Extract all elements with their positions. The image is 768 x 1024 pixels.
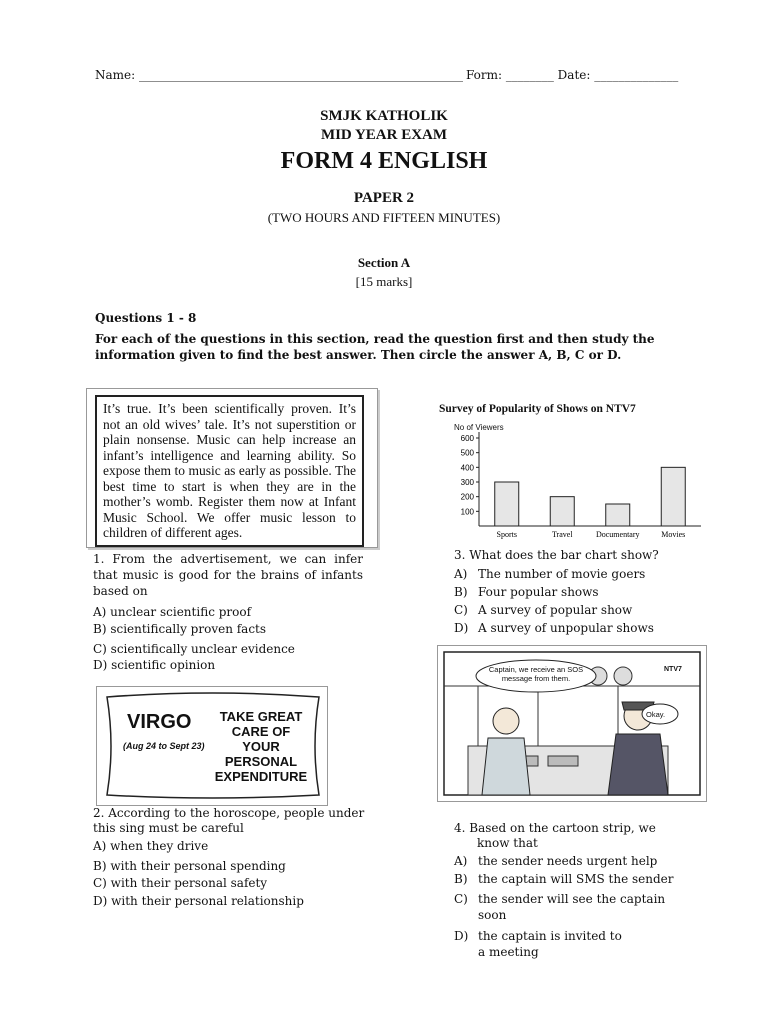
chart-category-label: Movies <box>661 530 686 539</box>
chart-ytick-label: 400 <box>460 463 474 473</box>
q2-option-b[interactable]: B) with their personal spending <box>93 859 286 873</box>
bar-chart <box>437 398 707 546</box>
horoscope-line-3: YOUR <box>242 739 280 754</box>
q3-option-1[interactable]: Four popular shows <box>478 585 599 599</box>
chart-svg <box>437 398 707 546</box>
horoscope-line-4: PERSONAL <box>224 754 298 769</box>
paper-title: PAPER 2 <box>353 190 415 206</box>
cartoon-tv-label: NTV7 <box>664 666 682 673</box>
horoscope-dates: (Aug 24 to Sept 23) <box>123 741 205 751</box>
questions-heading: Questions 1 - 8 <box>95 311 197 325</box>
horoscope-message <box>201 709 321 784</box>
q4-option-2-line-0[interactable]: the sender will see the captain <box>478 892 666 906</box>
q1-option-b[interactable]: B) scientifically proven facts <box>93 622 267 636</box>
school-name: SMJK KATHOLIK <box>320 108 448 124</box>
q4-option-letter-3: D) <box>454 929 469 943</box>
q4-option-letter-0: A) <box>454 854 468 868</box>
q2-option-c[interactable]: C) with their personal safety <box>93 876 268 890</box>
question-2-stem: 2. According to the horoscope, people under this sing must be careful <box>93 806 365 835</box>
advertisement-box <box>86 388 378 548</box>
horoscope-line-2: CARE OF <box>231 724 291 739</box>
horoscope-box <box>96 686 328 806</box>
q3-option-3[interactable]: A survey of unpopular shows <box>478 621 654 635</box>
question-4-stem-line1: 4. Based on the cartoon strip, we <box>454 821 656 835</box>
q1-option-c[interactable]: C) scientifically unclear evidence <box>93 642 295 656</box>
instructions-text: For each of the questions in this section, read the question first and then study the information given to find the best answer. Then circle the answer A, B, C or D. <box>95 332 655 362</box>
chart-bar-documentary <box>606 504 630 526</box>
speech-bubble-1: Captain, we receive an SOS message from them. <box>488 665 584 683</box>
question-1-stem: 1. From the advertisement, we can infer that music is good for the brains of infants based on <box>93 552 363 598</box>
cartoon-strip <box>437 645 707 802</box>
q2-option-a[interactable]: A) when they drive <box>93 839 209 853</box>
chart-category-label: Sports <box>496 530 517 539</box>
chart-category-label: Travel <box>551 530 573 539</box>
chart-ytick-label: 500 <box>460 448 474 458</box>
chart-ytick-label: 200 <box>460 492 474 502</box>
q4-option-letter-2: C) <box>454 892 468 906</box>
chart-title: Survey of Popularity of Shows on NTV7 <box>439 403 636 415</box>
q1-option-d[interactable]: D) scientific opinion <box>93 658 216 672</box>
q4-option-3-line-1: a meeting <box>478 945 539 959</box>
section-title: Section A <box>357 255 411 270</box>
horoscope-sign: VIRGO <box>127 711 192 733</box>
horoscope-line-1: TAKE GREAT <box>219 709 303 724</box>
speech-bubble-2: Okay. <box>646 710 666 719</box>
q4-option-1-line-0[interactable]: the captain will SMS the sender <box>478 872 674 886</box>
q4-option-2-line-1: soon <box>478 908 507 922</box>
chart-bar-travel <box>550 497 574 526</box>
q3-option-letter-2: C) <box>454 603 468 617</box>
subject-title: FORM 4 ENGLISH <box>280 148 488 174</box>
question-3-stem: 3. What does the bar chart show? <box>454 548 659 562</box>
question-4-stem-line2: know that <box>477 836 538 850</box>
horoscope-line-5: EXPENDITURE <box>214 769 308 784</box>
chart-ylabel: No of Viewers <box>454 423 504 432</box>
chart-bar-sports <box>495 482 519 526</box>
section-marks: [15 marks] <box>355 274 413 289</box>
exam-name: MID YEAR EXAM <box>320 127 448 143</box>
q4-option-3-line-0[interactable]: the captain is invited to <box>478 929 622 943</box>
chart-bar-movies <box>661 467 685 526</box>
duration: (TWO HOURS AND FIFTEEN MINUTES) <box>267 210 501 225</box>
q4-option-0-line-0[interactable]: the sender needs urgent help <box>478 854 658 868</box>
chart-category-label: Documentary <box>595 530 640 539</box>
q3-option-letter-3: D) <box>454 621 469 635</box>
advertisement-text: It’s true. It’s been scientifically proven. It’s not an old wives’ tale. It’s not superstition or plain nonsense. Music can help increase an infant’s intelligence and learning ability. So expose them to music as early as possible. The best time to start is when they are in the mother’s womb. Register them now at Infant Music School. We offer music lesson to children of different ages. <box>95 395 364 547</box>
chart-ytick-label: 300 <box>460 478 474 487</box>
q3-option-letter-0: A) <box>454 567 468 581</box>
q2-option-d[interactable]: D) with their personal relationship <box>93 894 304 908</box>
q3-option-letter-1: B) <box>454 585 468 599</box>
q1-option-a[interactable]: A) unclear scientific proof <box>93 605 252 619</box>
form-date-label: Form: ________ Date: ______________ <box>466 68 679 82</box>
chart-ytick-label: 600 <box>460 434 474 443</box>
q3-option-2[interactable]: A survey of popular show <box>478 603 633 617</box>
q3-option-0[interactable]: The number of movie goers <box>478 567 646 581</box>
name-field-label: Name: ______________________________________________________ <box>95 68 463 82</box>
chart-ytick-label: 100 <box>460 507 474 517</box>
q4-option-letter-1: B) <box>454 872 468 886</box>
